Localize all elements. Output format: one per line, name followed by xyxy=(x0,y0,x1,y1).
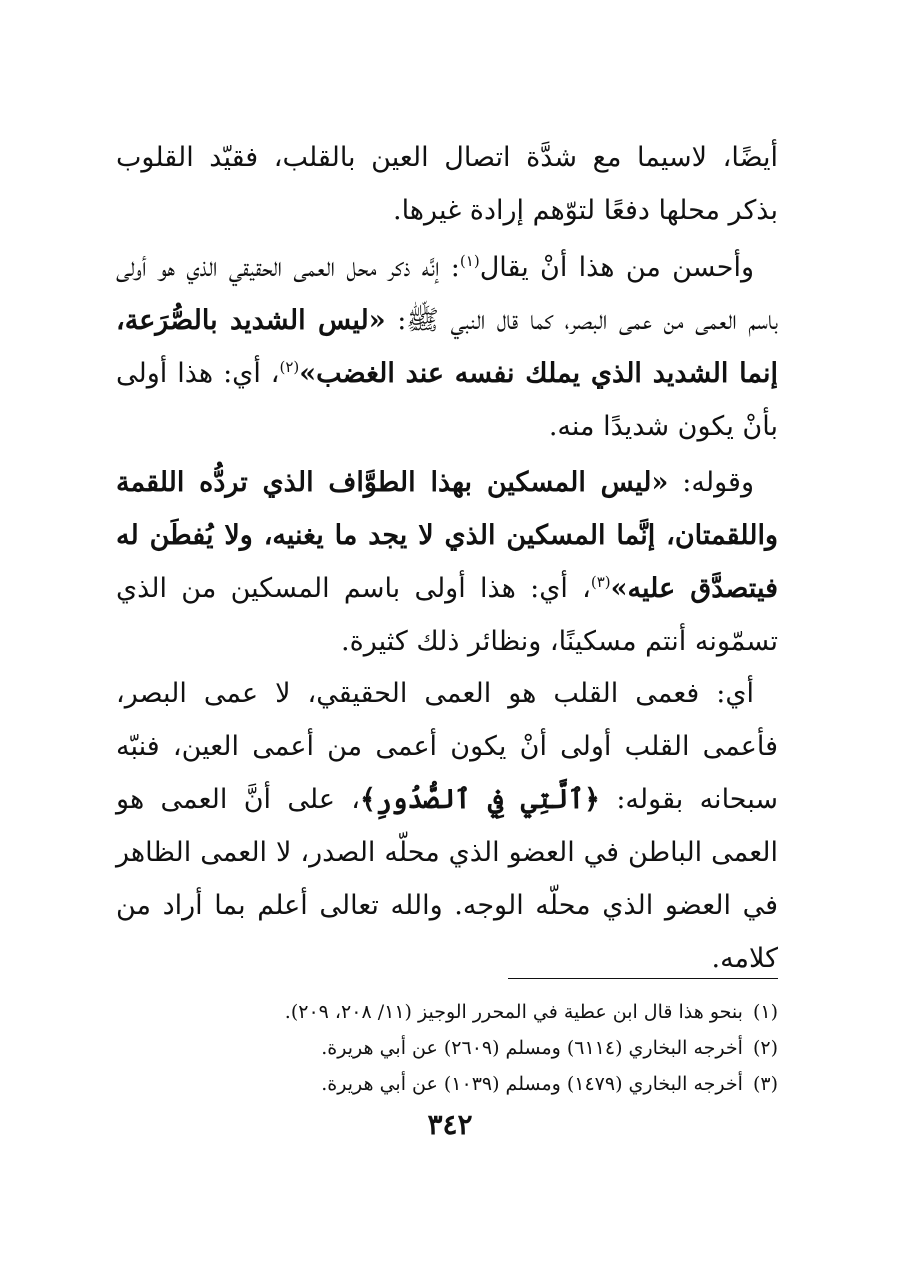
footnote-text: أخرجه البخاري (١٤٧٩) ومسلم (١٠٣٩) عن أبي هريرة. xyxy=(321,1073,743,1095)
footnote-1 xyxy=(116,994,778,1030)
footnote-number: (٣) xyxy=(752,1073,778,1095)
hadith-quote-2: «ليس المسكين بهذا الطوَّاف الذي تردُّه اللقمة واللقمتان، إنَّما المسكين الذي لا يجد ما يغنيه، ولا يُفطَن له فيتصدَّق عليه» xyxy=(116,467,778,604)
footnote-ref-2[interactable]: (٢) xyxy=(279,358,300,376)
paragraph-1 xyxy=(116,131,778,237)
hadith-quote-1: «ليس الشديد بالصُّرَعة، إنما الشديد الذي يملك نفسه عند الغضب» xyxy=(116,305,778,389)
paragraph-4-after: ، على أنَّ العمى هو العمى الباطن في العضو الذي محلّه الصدر، لا العمى الظاهر في العضو الذي محلّه الوجه. والله تعالى أعلم بما أراد من كلامه. xyxy=(116,784,778,974)
quran-quote: ﴿ٱلَّتِي فِي ٱلصُّدُورِ﴾ xyxy=(360,784,600,815)
paragraph-3-before: وقوله: xyxy=(668,467,754,498)
footnote-3 xyxy=(116,1066,778,1102)
paragraph-2-before: وأحسن من هذا أنْ يقال xyxy=(479,252,754,283)
footnote-text: بنحو هذا قال ابن عطية في المحرر الوجيز (١١/ ٢٠٨، ٢٠٩). xyxy=(284,1001,743,1023)
paragraph-2-mid: : إنَّه ذكر محل العمى الحقيقي الذي هو أولى باسم العمى من عمى البصر، كما قال النبي ﷺ: xyxy=(116,252,778,336)
paragraph-2-after: ، أي: هذا أولى بأنْ يكون شديدًا منه. xyxy=(116,358,778,442)
page-number: ٣٤٢ xyxy=(427,1108,473,1141)
paragraph-1-text: أيضًا، لاسيما مع شدَّة اتصال العين بالقلب، فقيّد القلوب بذكر محلها دفعًا لتوّهم إرادة غيرها. xyxy=(116,142,778,226)
footnote-ref-1[interactable]: (١) xyxy=(459,252,480,270)
paragraph-4 xyxy=(116,667,778,985)
paragraph-4-before: أي: فعمى القلب هو العمى الحقيقي، لا عمى البصر، فأعمى القلب أولى أنْ يكون أعمى من أعمى العين، فنبّه سبحانه بقوله: xyxy=(116,678,778,815)
footnote-number: (٢) xyxy=(752,1037,778,1059)
footnote-divider xyxy=(508,978,778,979)
footnotes xyxy=(116,994,778,1102)
footnote-number: (١) xyxy=(752,1001,778,1023)
paragraph-3-after: ، أي: هذا أولى باسم المسكين من الذي تسمّونه أنتم مسكينًا، ونظائر ذلك كثيرة. xyxy=(116,573,778,657)
footnote-2 xyxy=(116,1030,778,1066)
paragraph-2 xyxy=(116,241,778,453)
paragraph-3 xyxy=(116,456,778,668)
footnote-text: أخرجه البخاري (٦١١٤) ومسلم (٢٦٠٩) عن أبي هريرة. xyxy=(321,1037,743,1059)
footnote-ref-3[interactable]: (٣) xyxy=(590,573,611,591)
